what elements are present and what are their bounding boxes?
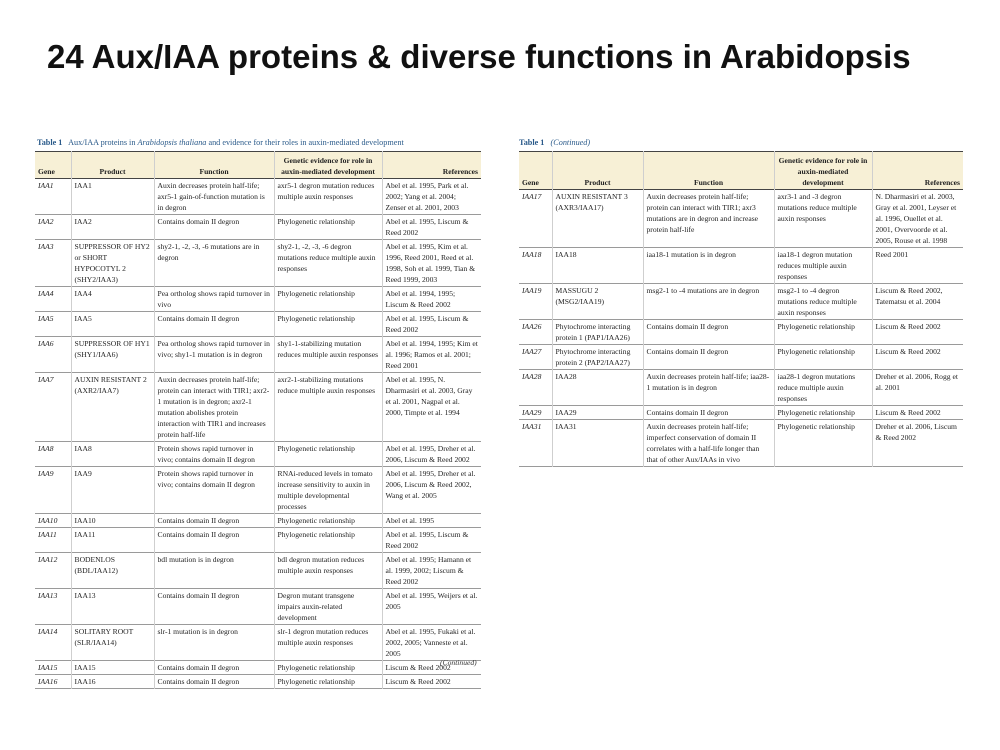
function-cell: Contains domain II degron <box>154 312 274 337</box>
product-cell: IAA31 <box>552 420 643 467</box>
aux-iaa-table-right <box>519 151 963 467</box>
function-cell: Auxin decreases protein half-life; imperfect conservation of domain II correlates with a half-life longer than that of other Aux/IAAs in vivo <box>643 420 774 467</box>
product-cell: SUPPRESSOR OF HY2 or SHORT HYPOCOTYL 2 (SHY2/IAA3) <box>71 240 154 287</box>
evidence-cell: bdl degron mutation reduces multiple auxin responses <box>274 553 382 589</box>
evidence-cell: Phylogenetic relationship <box>274 675 382 689</box>
function-cell: Auxin decreases protein half-life; protein can interact with TIR1; axr3 mutations are in degron and increase protein half-life <box>643 190 774 248</box>
table-row <box>35 675 481 689</box>
references-cell: Abel et al. 1995, Fukaki et al. 2002, 2005; Vanneste et al. 2005 <box>382 625 481 661</box>
evidence-cell: Phylogenetic relationship <box>274 661 382 675</box>
evidence-cell: shy1-1-stabilizing mutation reduces multiple auxin responses <box>274 337 382 373</box>
table-caption-left <box>37 138 404 147</box>
table-row <box>35 215 481 240</box>
evidence-cell: Degron mutant transgene impairs auxin-related development <box>274 589 382 625</box>
header-function: Function <box>154 152 274 179</box>
references-cell: Abel et al. 1994, 1995; Kim et al. 1996; Ramos et al. 2001; Reed 2001 <box>382 337 481 373</box>
references-cell: Abel et al. 1995, N. Dharmasiri et al. 2003, Gray et al. 2001, Nagpal et al. 2000, Timpte et al. 1994 <box>382 373 481 442</box>
function-cell: iaa18-1 mutation is in degron <box>643 248 774 284</box>
table-row <box>519 406 963 420</box>
header-product: Product <box>552 152 643 190</box>
evidence-cell: Phylogenetic relationship <box>274 312 382 337</box>
function-cell: Contains domain II degron <box>643 406 774 420</box>
product-cell: SOLITARY ROOT (SLR/IAA14) <box>71 625 154 661</box>
references-cell: Abel et al. 1995, Dreher et al. 2006, Liscum & Reed 2002, Wang et al. 2005 <box>382 467 481 514</box>
caption-label: Table 1 <box>37 138 63 147</box>
table-row <box>519 320 963 345</box>
gene-cell: IAA3 <box>38 242 54 251</box>
evidence-cell: Phylogenetic relationship <box>274 215 382 240</box>
function-cell: Contains domain II degron <box>154 675 274 689</box>
evidence-cell: Phylogenetic relationship <box>274 528 382 553</box>
function-cell: Contains domain II degron <box>154 215 274 240</box>
product-cell: IAA2 <box>71 215 154 240</box>
table-row <box>519 345 963 370</box>
table-header <box>35 152 481 179</box>
references-cell: Abel et al. 1995, Weijers et al. 2005 <box>382 589 481 625</box>
header-references: References <box>872 152 963 190</box>
function-cell: bdl mutation is in degron <box>154 553 274 589</box>
header-gene: Gene <box>519 152 552 190</box>
references-cell: Liscum & Reed 2002 <box>382 661 481 675</box>
gene-cell: IAA27 <box>522 347 542 356</box>
table-row <box>35 442 481 467</box>
gene-cell: IAA7 <box>38 375 54 384</box>
evidence-cell: axr5-1 degron mutation reduces multiple auxin responses <box>274 179 382 215</box>
references-cell: Abel et al. 1994, 1995; Liscum & Reed 2002 <box>382 287 481 312</box>
evidence-cell: slr-1 degron mutation reduces multiple auxin responses <box>274 625 382 661</box>
caption-text-a: Aux/IAA proteins in <box>68 138 138 147</box>
header-genetic-evidence: Genetic evidence for role in auxin-mediated development <box>274 152 382 179</box>
function-cell: Auxin decreases protein half-life; axr5-1 gain-of-function mutation is in degron <box>154 179 274 215</box>
evidence-cell: Phylogenetic relationship <box>274 287 382 312</box>
gene-cell: IAA31 <box>522 422 542 431</box>
function-cell: Protein shows rapid turnover in vivo; contains domain II degron <box>154 467 274 514</box>
gene-cell: IAA15 <box>38 663 58 672</box>
slide-title: 24 Aux/IAA proteins & diverse functions in Arabidopsis <box>47 38 911 75</box>
gene-cell: IAA19 <box>522 286 542 295</box>
table-row <box>519 284 963 320</box>
function-cell: Protein shows rapid turnover in vivo; contains domain II degron <box>154 442 274 467</box>
product-cell: MASSUGU 2 (MSG2/IAA19) <box>552 284 643 320</box>
product-cell: IAA13 <box>71 589 154 625</box>
aux-iaa-table-left <box>35 151 481 689</box>
evidence-cell: Phylogenetic relationship <box>774 406 872 420</box>
table-body <box>519 190 963 467</box>
evidence-cell: Phylogenetic relationship <box>774 345 872 370</box>
references-cell: Liscum & Reed 2002 <box>872 320 963 345</box>
table-row <box>35 514 481 528</box>
table-row <box>35 337 481 373</box>
product-cell: IAA11 <box>71 528 154 553</box>
gene-cell: IAA1 <box>38 181 54 190</box>
evidence-cell: axr3-1 and -3 degron mutations reduce multiple auxin responses <box>774 190 872 248</box>
references-cell: N. Dharmasiri et al. 2003, Gray et al. 2001, Leyser et al. 1996, Ouellet et al. 2001, Overvoorde et al. 2005, Rouse et al. 1998 <box>872 190 963 248</box>
table-row <box>35 287 481 312</box>
references-cell: Abel et al. 1995; Hamann et al. 1999, 2002; Liscum & Reed 2002 <box>382 553 481 589</box>
gene-cell: IAA2 <box>38 217 54 226</box>
table-row <box>35 179 481 215</box>
header-gene: Gene <box>35 152 71 179</box>
gene-cell: IAA29 <box>522 408 542 417</box>
product-cell: IAA10 <box>71 514 154 528</box>
references-cell: Liscum & Reed 2002 <box>872 345 963 370</box>
function-cell: Contains domain II degron <box>154 661 274 675</box>
product-cell: IAA5 <box>71 312 154 337</box>
evidence-cell: Phylogenetic relationship <box>774 320 872 345</box>
product-cell: Phytochrome interacting protein 2 (PAP2/IAA27) <box>552 345 643 370</box>
references-cell: Abel et al. 1995, Liscum & Reed 2002 <box>382 215 481 240</box>
references-cell: Abel et al. 1995, Dreher et al. 2006, Liscum & Reed 2002 <box>382 442 481 467</box>
product-cell: IAA9 <box>71 467 154 514</box>
header-genetic-evidence: Genetic evidence for role in auxin-mediated development <box>774 152 872 190</box>
gene-cell: IAA6 <box>38 339 54 348</box>
header-references: References <box>382 152 481 179</box>
function-cell: Contains domain II degron <box>154 589 274 625</box>
references-cell: Liscum & Reed 2002, Tatematsu et al. 2004 <box>872 284 963 320</box>
evidence-cell: msg2-1 to -4 degron mutations reduce multiple auxin responses <box>774 284 872 320</box>
function-cell: shy2-1, -2, -3, -6 mutations are in degron <box>154 240 274 287</box>
gene-cell: IAA10 <box>38 516 58 525</box>
gene-cell: IAA12 <box>38 555 58 564</box>
table-body <box>35 179 481 689</box>
references-cell: Abel et al. 1995, Park et al. 2002; Yang et al. 2004; Zenser et al. 2001, 2003 <box>382 179 481 215</box>
product-cell: IAA28 <box>552 370 643 406</box>
evidence-cell: Phylogenetic relationship <box>274 514 382 528</box>
product-cell: AUXIN RESISTANT 2 (AXR2/IAA7) <box>71 373 154 442</box>
table-row <box>35 312 481 337</box>
gene-cell: IAA14 <box>38 627 58 636</box>
function-cell: Contains domain II degron <box>643 345 774 370</box>
gene-cell: IAA11 <box>38 530 57 539</box>
function-cell: Auxin decreases protein half-life; protein can interact with TIR1; axr2-1 mutation is in degron; axr2-1 mutation abolishes protein interaction with TIR1 and increases protein half-life <box>154 373 274 442</box>
function-cell: Pea ortholog shows rapid turnover in vivo <box>154 287 274 312</box>
gene-cell: IAA8 <box>38 444 54 453</box>
header-row <box>519 152 963 190</box>
references-cell: Liscum & Reed 2002 <box>382 675 481 689</box>
function-cell: msg2-1 to -4 mutations are in degron <box>643 284 774 320</box>
gene-cell: IAA17 <box>522 192 542 201</box>
table-row <box>35 373 481 442</box>
table-row <box>35 661 481 675</box>
evidence-cell: iaa18-1 degron mutation reduces multiple auxin responses <box>774 248 872 284</box>
references-cell: Abel et al. 1995, Liscum & Reed 2002 <box>382 528 481 553</box>
references-cell: Abel et al. 1995, Kim et al. 1996, Reed 2001, Reed et al. 1998, Soh et al. 1999, Tian & Reed 1999, 2003 <box>382 240 481 287</box>
references-cell: Dreher et al. 2006, Rogg et al. 2001 <box>872 370 963 406</box>
product-cell: IAA4 <box>71 287 154 312</box>
evidence-cell: axr2-1-stabilizing mutations reduce multiple auxin responses <box>274 373 382 442</box>
table-row <box>35 240 481 287</box>
references-cell: Dreher et al. 2006, Liscum & Reed 2002 <box>872 420 963 467</box>
caption-species: Arabidopsis thaliana <box>137 138 207 147</box>
gene-cell: IAA26 <box>522 322 542 331</box>
references-cell: Abel et al. 1995, Liscum & Reed 2002 <box>382 312 481 337</box>
table-row <box>35 625 481 661</box>
table-row <box>519 248 963 284</box>
function-cell: Contains domain II degron <box>154 528 274 553</box>
table-header <box>519 152 963 190</box>
gene-cell: IAA13 <box>38 591 58 600</box>
product-cell: SUPPRESSOR OF HY1 (SHY1/IAA6) <box>71 337 154 373</box>
evidence-cell: Phylogenetic relationship <box>774 420 872 467</box>
product-cell: AUXIN RESISTANT 3 (AXR3/IAA17) <box>552 190 643 248</box>
table-caption-right <box>519 138 590 147</box>
header-function: Function <box>643 152 774 190</box>
product-cell: IAA1 <box>71 179 154 215</box>
table-row <box>35 553 481 589</box>
evidence-cell: iaa28-1 degron mutations reduce multiple auxin responses <box>774 370 872 406</box>
product-cell: IAA16 <box>71 675 154 689</box>
table-row <box>519 190 963 248</box>
table-row <box>519 370 963 406</box>
gene-cell: IAA5 <box>38 314 54 323</box>
references-cell: Liscum & Reed 2002 <box>872 406 963 420</box>
table-row <box>519 420 963 467</box>
references-cell: Abel et al. 1995 <box>382 514 481 528</box>
gene-cell: IAA9 <box>38 469 54 478</box>
evidence-cell: Phylogenetic relationship <box>274 442 382 467</box>
product-cell: IAA29 <box>552 406 643 420</box>
function-cell: Contains domain II degron <box>154 514 274 528</box>
header-row <box>35 152 481 179</box>
gene-cell: IAA28 <box>522 372 542 381</box>
function-cell: Auxin decreases protein half-life; iaa28-1 mutation is in degron <box>643 370 774 406</box>
function-cell: slr-1 mutation is in degron <box>154 625 274 661</box>
gene-cell: IAA18 <box>522 250 542 259</box>
table-row <box>35 589 481 625</box>
caption-label: Table 1 <box>519 138 545 147</box>
evidence-cell: shy2-1, -2, -3, -6 degron mutations reduce multiple auxin responses <box>274 240 382 287</box>
references-cell: Reed 2001 <box>872 248 963 284</box>
product-cell: IAA15 <box>71 661 154 675</box>
continued-note: (Continued) <box>440 658 477 667</box>
header-product: Product <box>71 152 154 179</box>
evidence-cell: RNAi-reduced levels in tomato increase sensitivity to auxin in multiple developmental processes <box>274 467 382 514</box>
product-cell: Phytochrome interacting protein 1 (PAP1/IAA26) <box>552 320 643 345</box>
caption-text-b: and evidence for their roles in auxin-mediated development <box>206 138 404 147</box>
function-cell: Contains domain II degron <box>643 320 774 345</box>
product-cell: BODENLOS (BDL/IAA12) <box>71 553 154 589</box>
table-row <box>35 528 481 553</box>
table-row <box>35 467 481 514</box>
gene-cell: IAA4 <box>38 289 54 298</box>
product-cell: IAA8 <box>71 442 154 467</box>
gene-cell: IAA16 <box>38 677 58 686</box>
product-cell: IAA18 <box>552 248 643 284</box>
function-cell: Pea ortholog shows rapid turnover in vivo; shy1-1 mutation is in degron <box>154 337 274 373</box>
caption-continued: (Continued) <box>550 138 591 147</box>
